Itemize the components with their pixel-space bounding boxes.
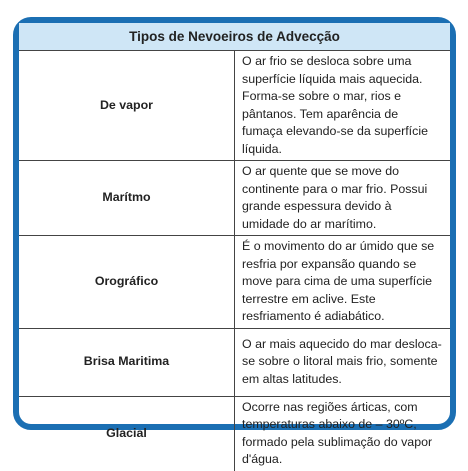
table-row xyxy=(19,396,450,471)
fog-type-name: Glacial xyxy=(19,396,235,471)
fog-type-description: O ar mais aquecido do mar desloca-se sobre o litoral mais frio, somente em altas latitudes. xyxy=(235,328,451,396)
fog-type-name: Brisa Maritima xyxy=(19,328,235,396)
table-row xyxy=(19,328,450,396)
fog-type-description: Ocorre nas regiões árticas, com temperaturas abaixo de – 30ºC, formado pela sublimação do vapor d'água. xyxy=(235,396,451,471)
fog-type-description: O ar quente que se move do continente para o mar frio. Possui grande espessura devido à umidade do ar marítimo. xyxy=(235,161,451,236)
fog-type-description: O ar frio se desloca sobre uma superfície líquida mais aquecida. Forma-se sobre o mar, rios e pântanos. Tem aparência de fumaça elevando-se da superfície líquida. xyxy=(242,54,428,156)
fog-types-table-frame xyxy=(13,17,456,466)
table-row xyxy=(19,161,450,236)
fog-type-name: Orográfico xyxy=(19,236,235,329)
table-row xyxy=(19,51,450,161)
fog-type-name: De vapor xyxy=(19,51,235,161)
fog-type-description: É o movimento do ar úmido que se resfria por expansão quando se move para cima de uma superfície terrestre em aclive. Este resfriamento é adiabático. xyxy=(235,236,451,329)
table-row xyxy=(19,236,450,329)
fog-types-table xyxy=(19,23,450,471)
table-header-row xyxy=(19,23,450,51)
table-title: Tipos de Nevoeiros de Advecção xyxy=(19,23,450,51)
fog-type-name: Marítmo xyxy=(19,161,235,236)
